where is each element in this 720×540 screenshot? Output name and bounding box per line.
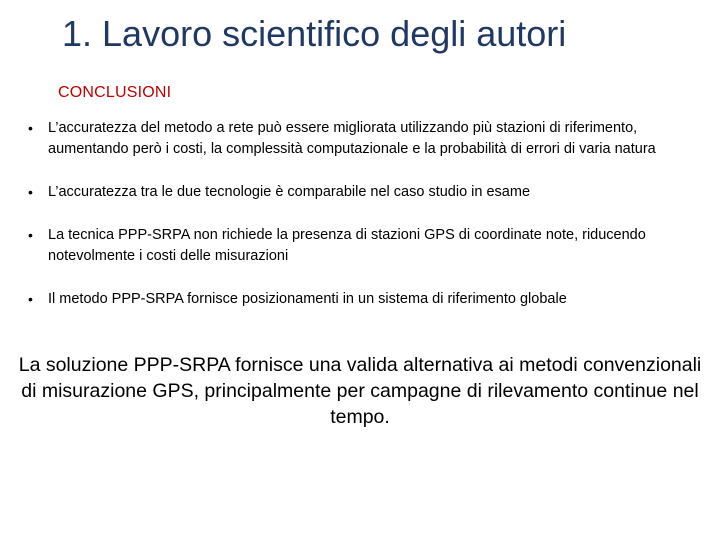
bullet-marker-icon: •: [28, 227, 33, 243]
bullet-marker-icon: •: [28, 184, 33, 200]
bullet-text: L’accuratezza tra le due tecnologie è comparabile nel caso studio in esame: [48, 184, 531, 200]
bullet-marker-icon: •: [28, 291, 33, 307]
slide-title: 1. Lavoro scientifico degli autori: [62, 13, 567, 54]
bullet-text: L’accuratezza del metodo a rete può essere migliorata utilizzando più stazioni di riferimento, aumentando però i costi, la complessità computazionale e la probabilità di errori di varia natura: [48, 120, 656, 157]
bullet-list: [28, 118, 690, 310]
bullet-text: La tecnica PPP-SRPA non richiede la presenza di stazioni GPS di coordinate note, riducendo notevolmente i costi delle misurazioni: [48, 227, 646, 264]
bullet-item: [28, 289, 690, 310]
bullet-text: Il metodo PPP-SRPA fornisce posizionamenti in un sistema di riferimento globale: [48, 291, 567, 307]
section-heading: CONCLUSIONI: [58, 84, 172, 101]
bullet-item: [28, 118, 690, 160]
bullet-marker-icon: •: [28, 120, 33, 136]
conclusion-statement: La soluzione PPP-SRPA fornisce una valida alternativa ai metodi convenzionali di misurazione GPS, principalmente per campagne di rilevamento continue nel tempo.: [18, 354, 702, 428]
bullet-item: [28, 225, 690, 267]
bullet-item: [28, 182, 690, 203]
